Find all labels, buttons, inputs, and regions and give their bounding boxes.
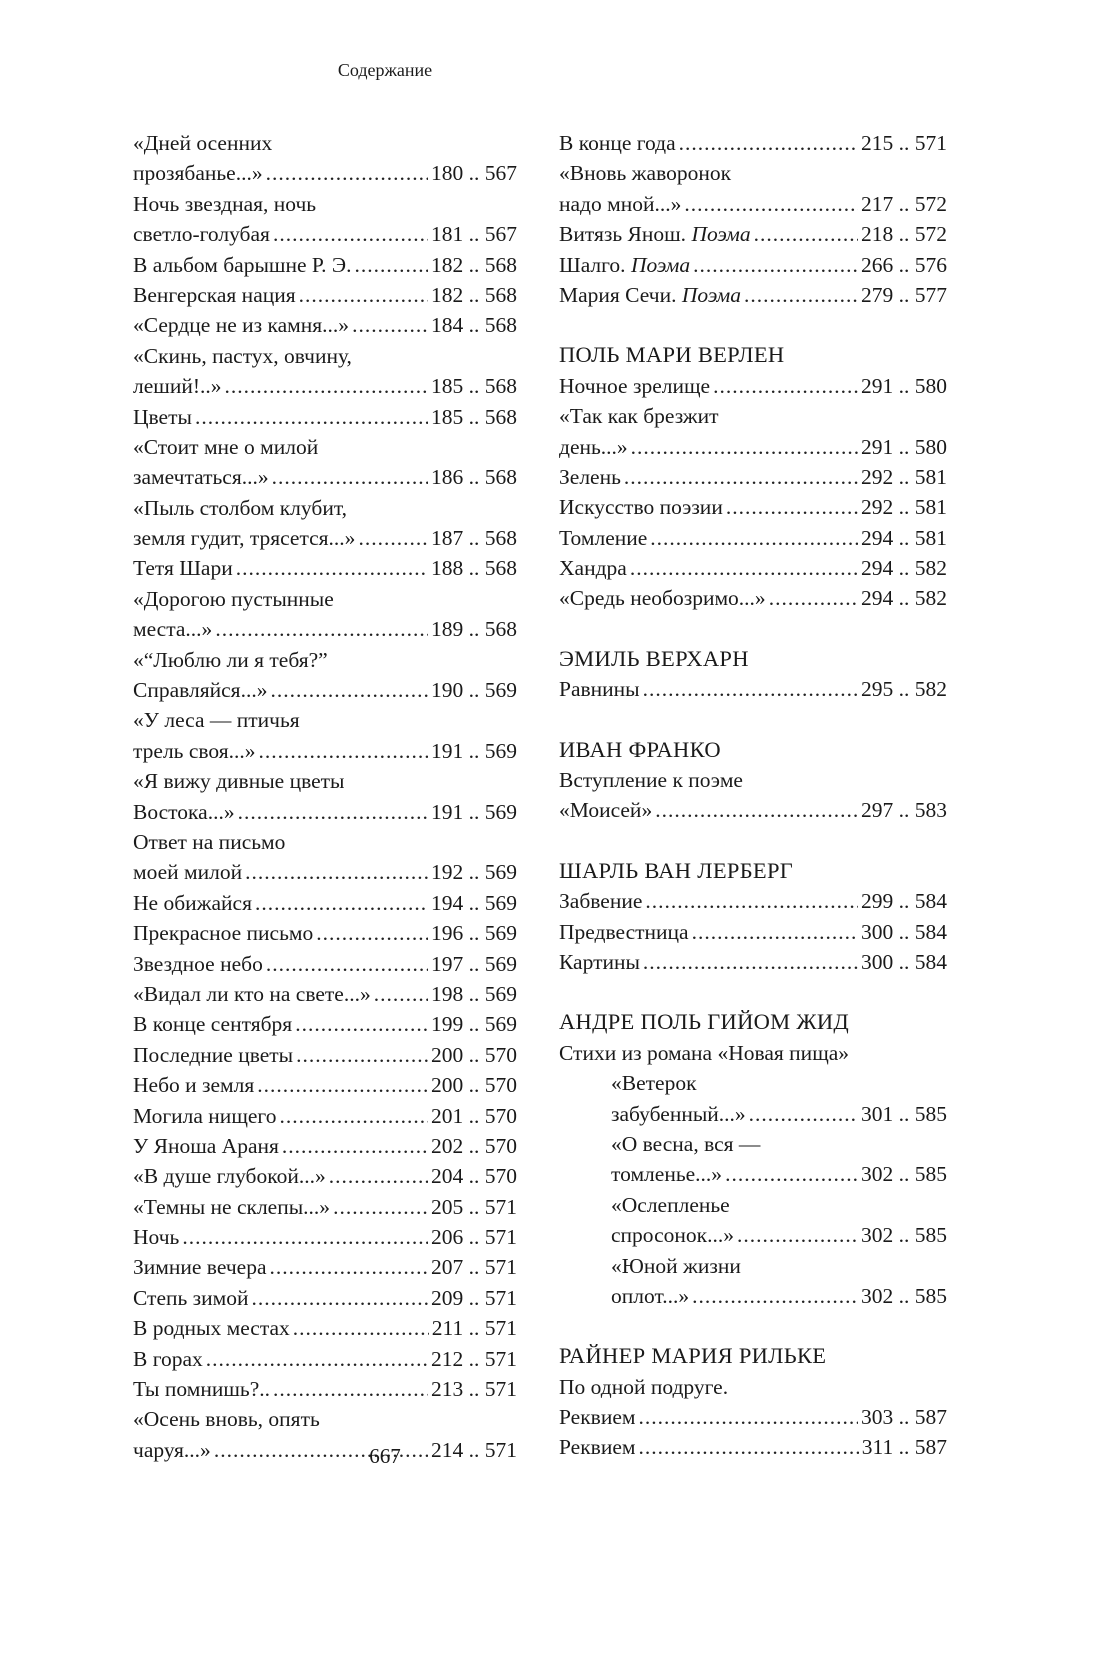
toc-entry-title: «Осень вновь, опять	[133, 1407, 320, 1432]
toc-entry-genre: Поэма	[681, 282, 741, 307]
toc-entry-title: оплот...»	[611, 1283, 690, 1308]
toc-entry	[133, 584, 517, 614]
toc-entry	[133, 949, 517, 979]
toc-entry-title: чаруя...»	[133, 1437, 211, 1462]
section-spacer	[559, 614, 947, 644]
toc-entry-title: Прекрасное письмо	[133, 921, 314, 946]
dot-leader	[655, 795, 858, 825]
dot-leader	[737, 1220, 858, 1250]
toc-entry	[133, 766, 517, 796]
dot-leader	[316, 918, 428, 948]
toc-entry-title: день...»	[559, 434, 628, 459]
toc-entry-title: «Ветерок	[611, 1071, 697, 1096]
dot-leader	[754, 219, 858, 249]
toc-entry	[133, 797, 517, 827]
dot-leader	[692, 1281, 858, 1311]
toc-entry-pages: 182 .. 568	[431, 282, 517, 307]
dot-leader	[749, 1099, 858, 1129]
dot-leader	[355, 250, 429, 280]
toc-entry	[559, 401, 947, 431]
toc-entry	[133, 1404, 517, 1434]
toc-entry-title: У Яноша Араня	[133, 1133, 279, 1158]
toc-entry-pages: 215 .. 571	[861, 131, 947, 155]
toc-entry	[559, 1129, 947, 1159]
toc-entry	[133, 250, 517, 280]
toc-entry	[559, 523, 947, 553]
toc-entry-title: В конце сентября	[133, 1012, 293, 1037]
dot-leader	[259, 736, 428, 766]
dot-leader	[296, 1040, 428, 1070]
toc-entry	[559, 1372, 947, 1402]
toc-entry-pages: 300 .. 584	[861, 919, 947, 944]
dot-leader	[273, 219, 428, 249]
toc-entry	[559, 947, 947, 977]
toc-entry-pages: 218 .. 572	[861, 222, 947, 247]
toc-entry	[559, 492, 947, 522]
dot-leader	[279, 1101, 428, 1131]
toc-entry-pages: 202 .. 570	[431, 1133, 517, 1158]
toc-entry-title: Стихи из романа «Новая пища»	[559, 1040, 850, 1065]
toc-entry	[133, 1161, 517, 1191]
section-spacer	[559, 977, 947, 1007]
toc-entry-pages: 279 .. 577	[861, 282, 947, 307]
toc-entry-title: Венгерская нация	[133, 282, 296, 307]
toc-entry	[133, 645, 517, 675]
toc-entry-title: Искусство поэзии	[559, 495, 723, 520]
toc-entry	[559, 250, 947, 280]
author-heading: РАЙНЕР МАРИЯ РИЛЬКЕ	[559, 1343, 827, 1369]
dot-leader	[225, 371, 429, 401]
toc-entry-title: Картины	[559, 949, 640, 974]
toc-entry-pages: 213 .. 571	[431, 1377, 517, 1402]
toc-entry	[133, 1192, 517, 1222]
toc-entry-pages: 292 .. 581	[861, 464, 947, 489]
toc-entry-pages: 187 .. 568	[431, 526, 517, 551]
toc-entry	[133, 1374, 517, 1404]
toc-entry	[133, 705, 517, 735]
toc-entry-title: Могила нищего	[133, 1103, 277, 1128]
toc-entry-pages: 204 .. 570	[431, 1164, 517, 1189]
toc-entry	[133, 979, 517, 1009]
toc-entry-pages: 201 .. 570	[431, 1103, 517, 1128]
toc-entry-pages: 211 .. 571	[431, 1316, 517, 1341]
toc-entry-pages: 294 .. 582	[861, 586, 947, 611]
toc-entry-title: Шалго. Поэма	[559, 252, 691, 277]
toc-entry	[133, 493, 517, 523]
toc-entry-title: «Сердце не из камня...»	[133, 313, 350, 338]
toc-right-column	[559, 128, 947, 1463]
toc-entry	[559, 1281, 947, 1311]
toc-entry-pages: 200 .. 570	[431, 1073, 517, 1098]
dot-leader	[282, 1131, 428, 1161]
dot-leader	[236, 553, 428, 583]
toc-entry	[133, 1070, 517, 1100]
author-heading: АНДРЕ ПОЛЬ ГИЙОМ ЖИД	[559, 1009, 850, 1035]
toc-entry-title: Ночь	[133, 1225, 180, 1250]
toc-entry-pages: 189 .. 568	[431, 617, 517, 642]
dot-leader	[257, 1070, 428, 1100]
toc-entry-title: Вступление к поэме	[559, 768, 743, 793]
dot-leader	[643, 674, 858, 704]
toc-entry-pages: 194 .. 569	[431, 890, 517, 915]
toc-entry-pages: 311 .. 587	[861, 1435, 947, 1460]
toc-entry-pages: 295 .. 582	[861, 677, 947, 702]
toc-entry	[559, 917, 947, 947]
toc-entry-title: «У леса — птичья	[133, 708, 300, 733]
toc-entry-title: Мария Сечи. Поэма	[559, 282, 741, 307]
toc-entry-title: Томление	[559, 525, 648, 550]
toc-entry	[133, 128, 517, 158]
dot-leader	[245, 857, 428, 887]
toc-entry	[133, 523, 517, 553]
dot-leader	[726, 492, 858, 522]
dot-leader	[195, 402, 428, 432]
toc-entry-title: В родных местах	[133, 1316, 290, 1341]
dot-leader	[266, 949, 428, 979]
toc-entry-title: Зелень	[559, 464, 621, 489]
toc-entry-title: «Видал ли кто на свете...»	[133, 981, 371, 1006]
toc-entry-title: Зимние вечера	[133, 1255, 267, 1280]
dot-leader	[684, 189, 858, 219]
toc-entry-pages: 180 .. 567	[431, 161, 517, 186]
dot-leader	[650, 523, 858, 553]
toc-entry	[133, 1222, 517, 1252]
toc-entry-pages: 185 .. 568	[431, 404, 517, 429]
toc-entry-title: «Вновь жаворонок	[559, 161, 732, 186]
toc-entry-title: Ты помнишь?..	[133, 1377, 270, 1402]
toc-entry-title: места...»	[133, 617, 213, 642]
toc-entry-pages: 182 .. 568	[431, 252, 517, 277]
toc-entry	[559, 1038, 947, 1068]
dot-leader	[643, 947, 858, 977]
dot-leader	[624, 462, 858, 492]
dot-leader	[631, 432, 858, 462]
dot-leader	[769, 583, 858, 613]
toc-entry-pages: 297 .. 583	[861, 798, 947, 823]
toc-entry	[559, 553, 947, 583]
toc-entry	[133, 1344, 517, 1374]
toc-entry-pages: 198 .. 569	[431, 981, 517, 1006]
toc-entry-title: замечтаться...»	[133, 465, 269, 490]
toc-entry-title: Справляйся...»	[133, 678, 268, 703]
dot-leader	[182, 1222, 428, 1252]
toc-entry	[559, 1099, 947, 1129]
dot-leader	[270, 1252, 429, 1282]
toc-entry-pages: 200 .. 570	[431, 1042, 517, 1067]
dot-leader	[744, 280, 858, 310]
toc-entry	[559, 583, 947, 613]
toc-entry	[133, 888, 517, 918]
toc-entry	[133, 918, 517, 948]
toc-entry-pages: 191 .. 569	[431, 738, 517, 763]
toc-entry-pages: 206 .. 571	[431, 1225, 517, 1250]
toc-entry	[133, 219, 517, 249]
toc-entry-title: Последние цветы	[133, 1042, 294, 1067]
dot-leader	[329, 1161, 428, 1191]
toc-entry-title: Ответ на письмо	[133, 829, 286, 854]
toc-entry-pages: 207 .. 571	[431, 1255, 517, 1280]
toc-entry-pages: 301 .. 585	[861, 1101, 947, 1126]
author-heading: ШАРЛЬ ВАН ЛЕРБЕРГ	[559, 857, 794, 883]
toc-entry-title: «Юной жизни	[611, 1253, 741, 1278]
dot-leader	[713, 371, 858, 401]
dot-leader	[638, 1402, 858, 1432]
dot-leader	[679, 128, 858, 158]
toc-entry-pages: 190 .. 569	[431, 678, 517, 703]
toc-entry-pages: 266 .. 576	[861, 252, 947, 277]
toc-entry	[133, 675, 517, 705]
toc-entry-title: «Средь необозримо...»	[559, 586, 766, 611]
toc-entry	[133, 280, 517, 310]
dot-leader	[725, 1159, 858, 1189]
toc-entry	[133, 553, 517, 583]
dot-leader	[255, 888, 428, 918]
toc-entry	[133, 462, 517, 492]
dot-leader	[272, 462, 428, 492]
toc-entry	[133, 1009, 517, 1039]
toc-entry	[133, 1313, 517, 1343]
section-spacer	[559, 826, 947, 856]
toc-entry-title: Реквием	[559, 1435, 636, 1460]
dot-leader	[693, 250, 858, 280]
toc-entry-title: Ночь звездная, ночь	[133, 191, 317, 216]
toc-entry	[559, 158, 947, 188]
dot-leader	[299, 280, 428, 310]
toc-entry-title: В конце года	[559, 131, 676, 155]
section-spacer	[559, 705, 947, 735]
toc-entry-pages: 299 .. 584	[861, 889, 947, 914]
toc-entry	[133, 736, 517, 766]
toc-entry-pages: 184 .. 568	[431, 313, 517, 338]
toc-entry-title: «В душе глубокой...»	[133, 1164, 326, 1189]
toc-entry-genre: Поэма	[691, 222, 751, 247]
toc-entry-title: Звездное небо	[133, 951, 263, 976]
toc-entry-pages: 302 .. 585	[861, 1162, 947, 1187]
toc-entry	[133, 1131, 517, 1161]
toc-entry-pages: 186 .. 568	[431, 465, 517, 490]
section-spacer	[559, 310, 947, 340]
toc-entry-pages: 302 .. 585	[861, 1283, 947, 1308]
toc-entry-title: Востока...»	[133, 799, 235, 824]
toc-entry-pages: 181 .. 567	[431, 222, 517, 247]
toc-entry-title: Цветы	[133, 404, 192, 429]
toc-entry-pages: 191 .. 569	[431, 799, 517, 824]
toc-entry	[559, 1190, 947, 1220]
toc-entry-title: Небо и земля	[133, 1073, 255, 1098]
toc-entry-title: «“Люблю ли я тебя?”	[133, 647, 328, 672]
toc-entry-pages: 196 .. 569	[431, 921, 517, 946]
toc-entry-title: «Темны не склепы...»	[133, 1194, 331, 1219]
toc-entry-title: томленье...»	[611, 1162, 723, 1187]
toc-entry-pages: 197 .. 569	[431, 951, 517, 976]
toc-entry-pages: 303 .. 587	[861, 1405, 947, 1430]
dot-leader	[333, 1192, 428, 1222]
dot-leader	[273, 1374, 428, 1404]
toc-entry-pages: 185 .. 568	[431, 374, 517, 399]
toc-entry-title: светло-голубая	[133, 222, 270, 247]
toc-entry-title: Тетя Шари	[133, 556, 233, 581]
toc-entry-title: земля гудит, трясется...»	[133, 526, 356, 551]
toc-entry	[559, 1251, 947, 1281]
toc-entry-pages: 205 .. 571	[431, 1194, 517, 1219]
toc-entry	[559, 886, 947, 916]
running-head: Содержание	[337, 60, 433, 80]
toc-entry	[133, 1040, 517, 1070]
toc-entry-title: моей милой	[133, 860, 243, 885]
toc-entry-pages: 291 .. 580	[861, 434, 947, 459]
toc-entry-pages: 212 .. 571	[431, 1346, 517, 1371]
toc-entry-pages: 294 .. 581	[861, 525, 947, 550]
toc-entry	[559, 128, 947, 158]
toc-entry-pages: 209 .. 571	[431, 1285, 517, 1310]
toc-entry-title: спросонок...»	[611, 1223, 734, 1248]
toc-entry-title: леший!..»	[133, 374, 222, 399]
toc-entry	[559, 795, 947, 825]
toc-entry-title: Хандра	[559, 556, 627, 581]
toc-entry-pages: 302 .. 585	[861, 1223, 947, 1248]
toc-entry-pages: 188 .. 568	[431, 556, 517, 581]
toc-entry-title: Не обижайся	[133, 890, 252, 915]
toc-entry	[559, 1159, 947, 1189]
toc-entry	[133, 827, 517, 857]
toc-entry	[133, 614, 517, 644]
toc-entry-title: Предвестница	[559, 919, 689, 944]
toc-entry	[133, 1283, 517, 1313]
toc-entry	[559, 462, 947, 492]
toc-entry	[133, 1101, 517, 1131]
toc-entry-title: В горах	[133, 1346, 203, 1371]
toc-entry-pages: 214 .. 571	[431, 1437, 517, 1462]
page-number: 667	[369, 1444, 401, 1468]
toc-entry-title: «Моисей»	[559, 798, 653, 823]
section-spacer	[559, 1311, 947, 1341]
toc-entry-title: По одной подруге.	[559, 1374, 729, 1399]
dot-leader	[215, 614, 428, 644]
toc-entry	[559, 219, 947, 249]
dot-leader	[238, 797, 428, 827]
toc-entry-pages: 292 .. 581	[861, 495, 947, 520]
toc-left-column	[133, 128, 517, 1465]
toc-entry	[559, 765, 947, 795]
dot-leader	[692, 917, 858, 947]
toc-entry-title: «Дней осенних	[133, 131, 273, 155]
toc-entry	[559, 189, 947, 219]
toc-entry	[133, 402, 517, 432]
toc-entry	[133, 432, 517, 462]
toc-entry-pages: 199 .. 569	[431, 1012, 517, 1037]
dot-leader	[630, 553, 858, 583]
toc-entry-genre: Поэма	[630, 252, 691, 277]
dot-leader	[206, 1344, 428, 1374]
toc-entry	[133, 189, 517, 219]
toc-entry	[559, 1068, 947, 1098]
author-heading: ЭМИЛЬ ВЕРХАРН	[559, 645, 749, 671]
toc-entry-pages: 217 .. 572	[861, 191, 947, 216]
toc-entry	[559, 1220, 947, 1250]
toc-entry	[133, 1252, 517, 1282]
toc-entry-title: «Стоит мне о милой	[133, 434, 319, 459]
toc-entry-pages: 291 .. 580	[861, 373, 947, 398]
toc-entry-title: забубенный...»	[611, 1101, 746, 1126]
dot-leader	[352, 310, 428, 340]
dot-leader	[374, 979, 428, 1009]
toc-entry-title: «О весна, вся —	[611, 1131, 761, 1156]
dot-leader	[270, 675, 428, 705]
toc-entry	[133, 341, 517, 371]
toc-entry	[559, 371, 947, 401]
toc-entry-title: «Скинь, пастух, овчину,	[133, 343, 352, 368]
toc-entry	[559, 280, 947, 310]
dot-leader	[645, 886, 858, 916]
toc-entry-title: Реквием	[559, 1405, 636, 1430]
toc-entry	[559, 432, 947, 462]
dot-leader	[293, 1313, 429, 1343]
toc-entry	[559, 1402, 947, 1432]
toc-entry-title: «Ослепленье	[611, 1192, 730, 1217]
toc-entry-title: В альбом барышне Р. Э.	[133, 252, 352, 277]
toc-entry-title: «Я вижу дивные цветы	[133, 769, 345, 794]
toc-entry	[133, 857, 517, 887]
toc-entry-title: Забвение	[559, 889, 643, 914]
author-heading: ПОЛЬ МАРИ ВЕРЛЕН	[559, 342, 785, 368]
toc-entry-title: Витязь Янош. Поэма	[559, 222, 751, 247]
dot-leader	[252, 1283, 428, 1313]
toc-entry-title: Степь зимой	[133, 1285, 249, 1310]
toc-entry	[133, 158, 517, 188]
toc-entry	[559, 674, 947, 704]
toc-entry-title: надо мной...»	[559, 191, 682, 216]
dot-leader	[295, 1009, 428, 1039]
dot-leader	[266, 158, 428, 188]
toc-entry-title: Ночное зрелище	[559, 373, 711, 398]
toc-entry-title: «Дорогою пустынные	[133, 586, 334, 611]
toc-entry	[133, 371, 517, 401]
toc-entry	[133, 310, 517, 340]
toc-entry-title: Равнины	[559, 677, 640, 702]
toc-entry-pages: 192 .. 569	[431, 860, 517, 885]
author-heading: ИВАН ФРАНКО	[559, 736, 721, 762]
toc-entry-pages: 300 .. 584	[861, 949, 947, 974]
toc-entry-pages: 294 .. 582	[861, 556, 947, 581]
toc-entry-title: «Пыль столбом клубит,	[133, 495, 347, 520]
toc-entry-title: «Так как брезжит	[559, 404, 719, 429]
toc-entry-title: прозябанье...»	[133, 161, 263, 186]
toc-entry-title: трель своя...»	[133, 738, 256, 763]
dot-leader	[358, 523, 428, 553]
